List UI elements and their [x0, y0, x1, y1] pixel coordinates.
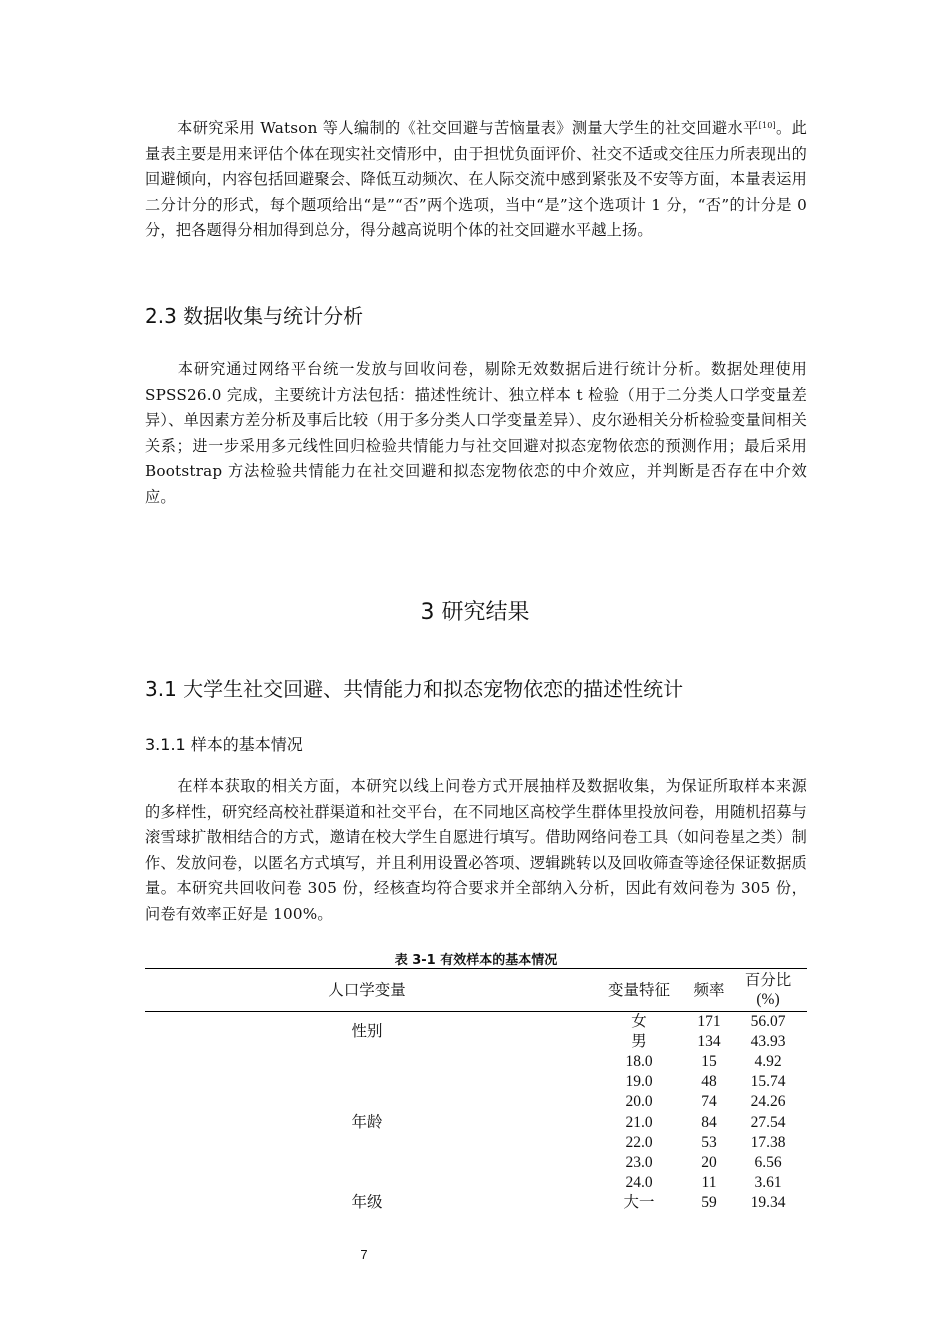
subsection-heading-3-1-1: 3.1.1 样本的基本情况	[145, 735, 303, 754]
cell-percent: 43.93	[750, 1033, 786, 1051]
cell-feature: 23.0	[625, 1153, 653, 1171]
section-heading-3-1: 3.1 大学生社交回避、共情能力和拟态宠物依恋的描述性统计	[145, 677, 684, 701]
cell-frequency: 171	[697, 1013, 721, 1031]
header-percent: 百分比 (%)	[744, 972, 792, 1008]
citation-ref: [10]	[758, 121, 776, 130]
cell-percent: 56.07	[750, 1013, 786, 1031]
cell-frequency: 59	[701, 1193, 717, 1211]
group-gender: 性别	[351, 1023, 383, 1041]
cell-feature: 女	[631, 1013, 647, 1031]
table-row	[145, 1052, 807, 1072]
header-feature: 变量特征	[607, 981, 670, 999]
sample-table	[145, 968, 807, 1213]
cell-frequency: 11	[701, 1173, 717, 1191]
cell-percent: 19.34	[750, 1193, 786, 1211]
cell-frequency: 134	[697, 1033, 721, 1051]
cell-frequency: 20	[701, 1153, 717, 1171]
cell-percent: 6.56	[754, 1153, 782, 1171]
cell-feature: 24.0	[625, 1173, 653, 1191]
cell-percent: 15.74	[750, 1073, 786, 1091]
header-variable: 人口学变量	[328, 981, 406, 999]
cell-frequency: 48	[701, 1073, 717, 1091]
cell-feature: 大一	[623, 1193, 655, 1211]
chapter-heading-3: 3 研究结果	[420, 600, 530, 625]
page-number: 7	[360, 1247, 368, 1262]
cell-percent: 4.92	[754, 1053, 782, 1071]
cell-feature: 22.0	[625, 1133, 653, 1151]
group-grade: 年级	[351, 1193, 383, 1211]
cell-percent: 27.54	[750, 1113, 786, 1131]
header-frequency: 频率	[693, 981, 725, 999]
cell-percent: 3.61	[754, 1173, 782, 1191]
table-header-row	[145, 969, 807, 1012]
section-heading-2-3: 2.3 数据收集与统计分析	[145, 304, 364, 328]
paragraph-sample	[145, 774, 807, 928]
group-age: 年龄	[351, 1113, 383, 1131]
cell-frequency: 84	[701, 1113, 717, 1131]
paragraph-text: 在样本获取的相关方面，本研究以线上问卷方式开展抽样及数据收集，为保证所取样本来源的多样性，研究经高校社群渠道和社交平台，在不同地区高校学生群体里投放问卷，用随机招募与滚雪球扩散相结合的方式，邀请在校大学生自愿进行填写。借助网络问卷工具（如问卷星之类）制作、发放问卷，以匿名方式填写，并且利用设置必答项、逻辑跳转以及回收筛查等途径保证数据质量。本研究共回收问卷 305 份，经核查均符合要求并全部纳入分析，因此有效问卷为 305 份，问卷有效率正好是 100%。	[145, 777, 807, 923]
cell-feature: 20.0	[625, 1093, 653, 1111]
paragraph-text: 本研究通过网络平台统一发放与回收问卷，剔除无效数据后进行统计分析。数据处理使用 SPSS26.0 完成，主要统计方法包括：描述性统计、独立样本 t 检验（用于二分类人口学变量差异）、单因素方差分析及事后比较（用于多分类人口学变量差异）、皮尔逊相关分析检验变量间相关关系；进一步采用多元线性回归检验共情能力与社交回避对拟态宠物依恋的预测作用；最后采用 Bootstrap 方法检验共情能力在社交回避和拟态宠物依恋的中介效应，并判断是否存在中介效应。	[145, 360, 807, 506]
cell-percent: 24.26	[750, 1093, 786, 1111]
cell-feature: 21.0	[625, 1113, 653, 1131]
table-row	[145, 1193, 807, 1213]
paragraph-measurement	[145, 116, 807, 244]
cell-frequency: 53	[701, 1133, 717, 1151]
cell-frequency: 74	[701, 1093, 717, 1111]
table-caption: 表 3-1 有效样本的基本情况	[394, 953, 558, 968]
cell-frequency: 15	[701, 1053, 717, 1071]
cell-percent: 17.38	[750, 1133, 786, 1151]
paragraph-text-cont: 。此量表主要是用来评估个体在现实社交情形中，由于担忧负面评价、社交不适或交往压力所表现出的回避倾向，内容包括回避聚会、降低互动频次、在人际交流中感到紧张及不安等方面，本量表运用二分计分的形式，每个题项给出“是”“否”两个选项，当中“是”这个选项计 1 分，“否”的计分是 0 分，把各题得分相加得到总分，得分越高说明个体的社交回避水平越上扬。	[145, 119, 807, 240]
table-row	[145, 1012, 807, 1033]
paragraph-data-analysis	[145, 357, 807, 511]
cell-feature: 19.0	[625, 1073, 653, 1091]
paragraph-text: 本研究采用 Watson 等人编制的《社交回避与苦恼量表》测量大学生的社交回避水平	[177, 119, 759, 137]
cell-feature: 男	[631, 1033, 647, 1051]
cell-feature: 18.0	[625, 1053, 653, 1071]
